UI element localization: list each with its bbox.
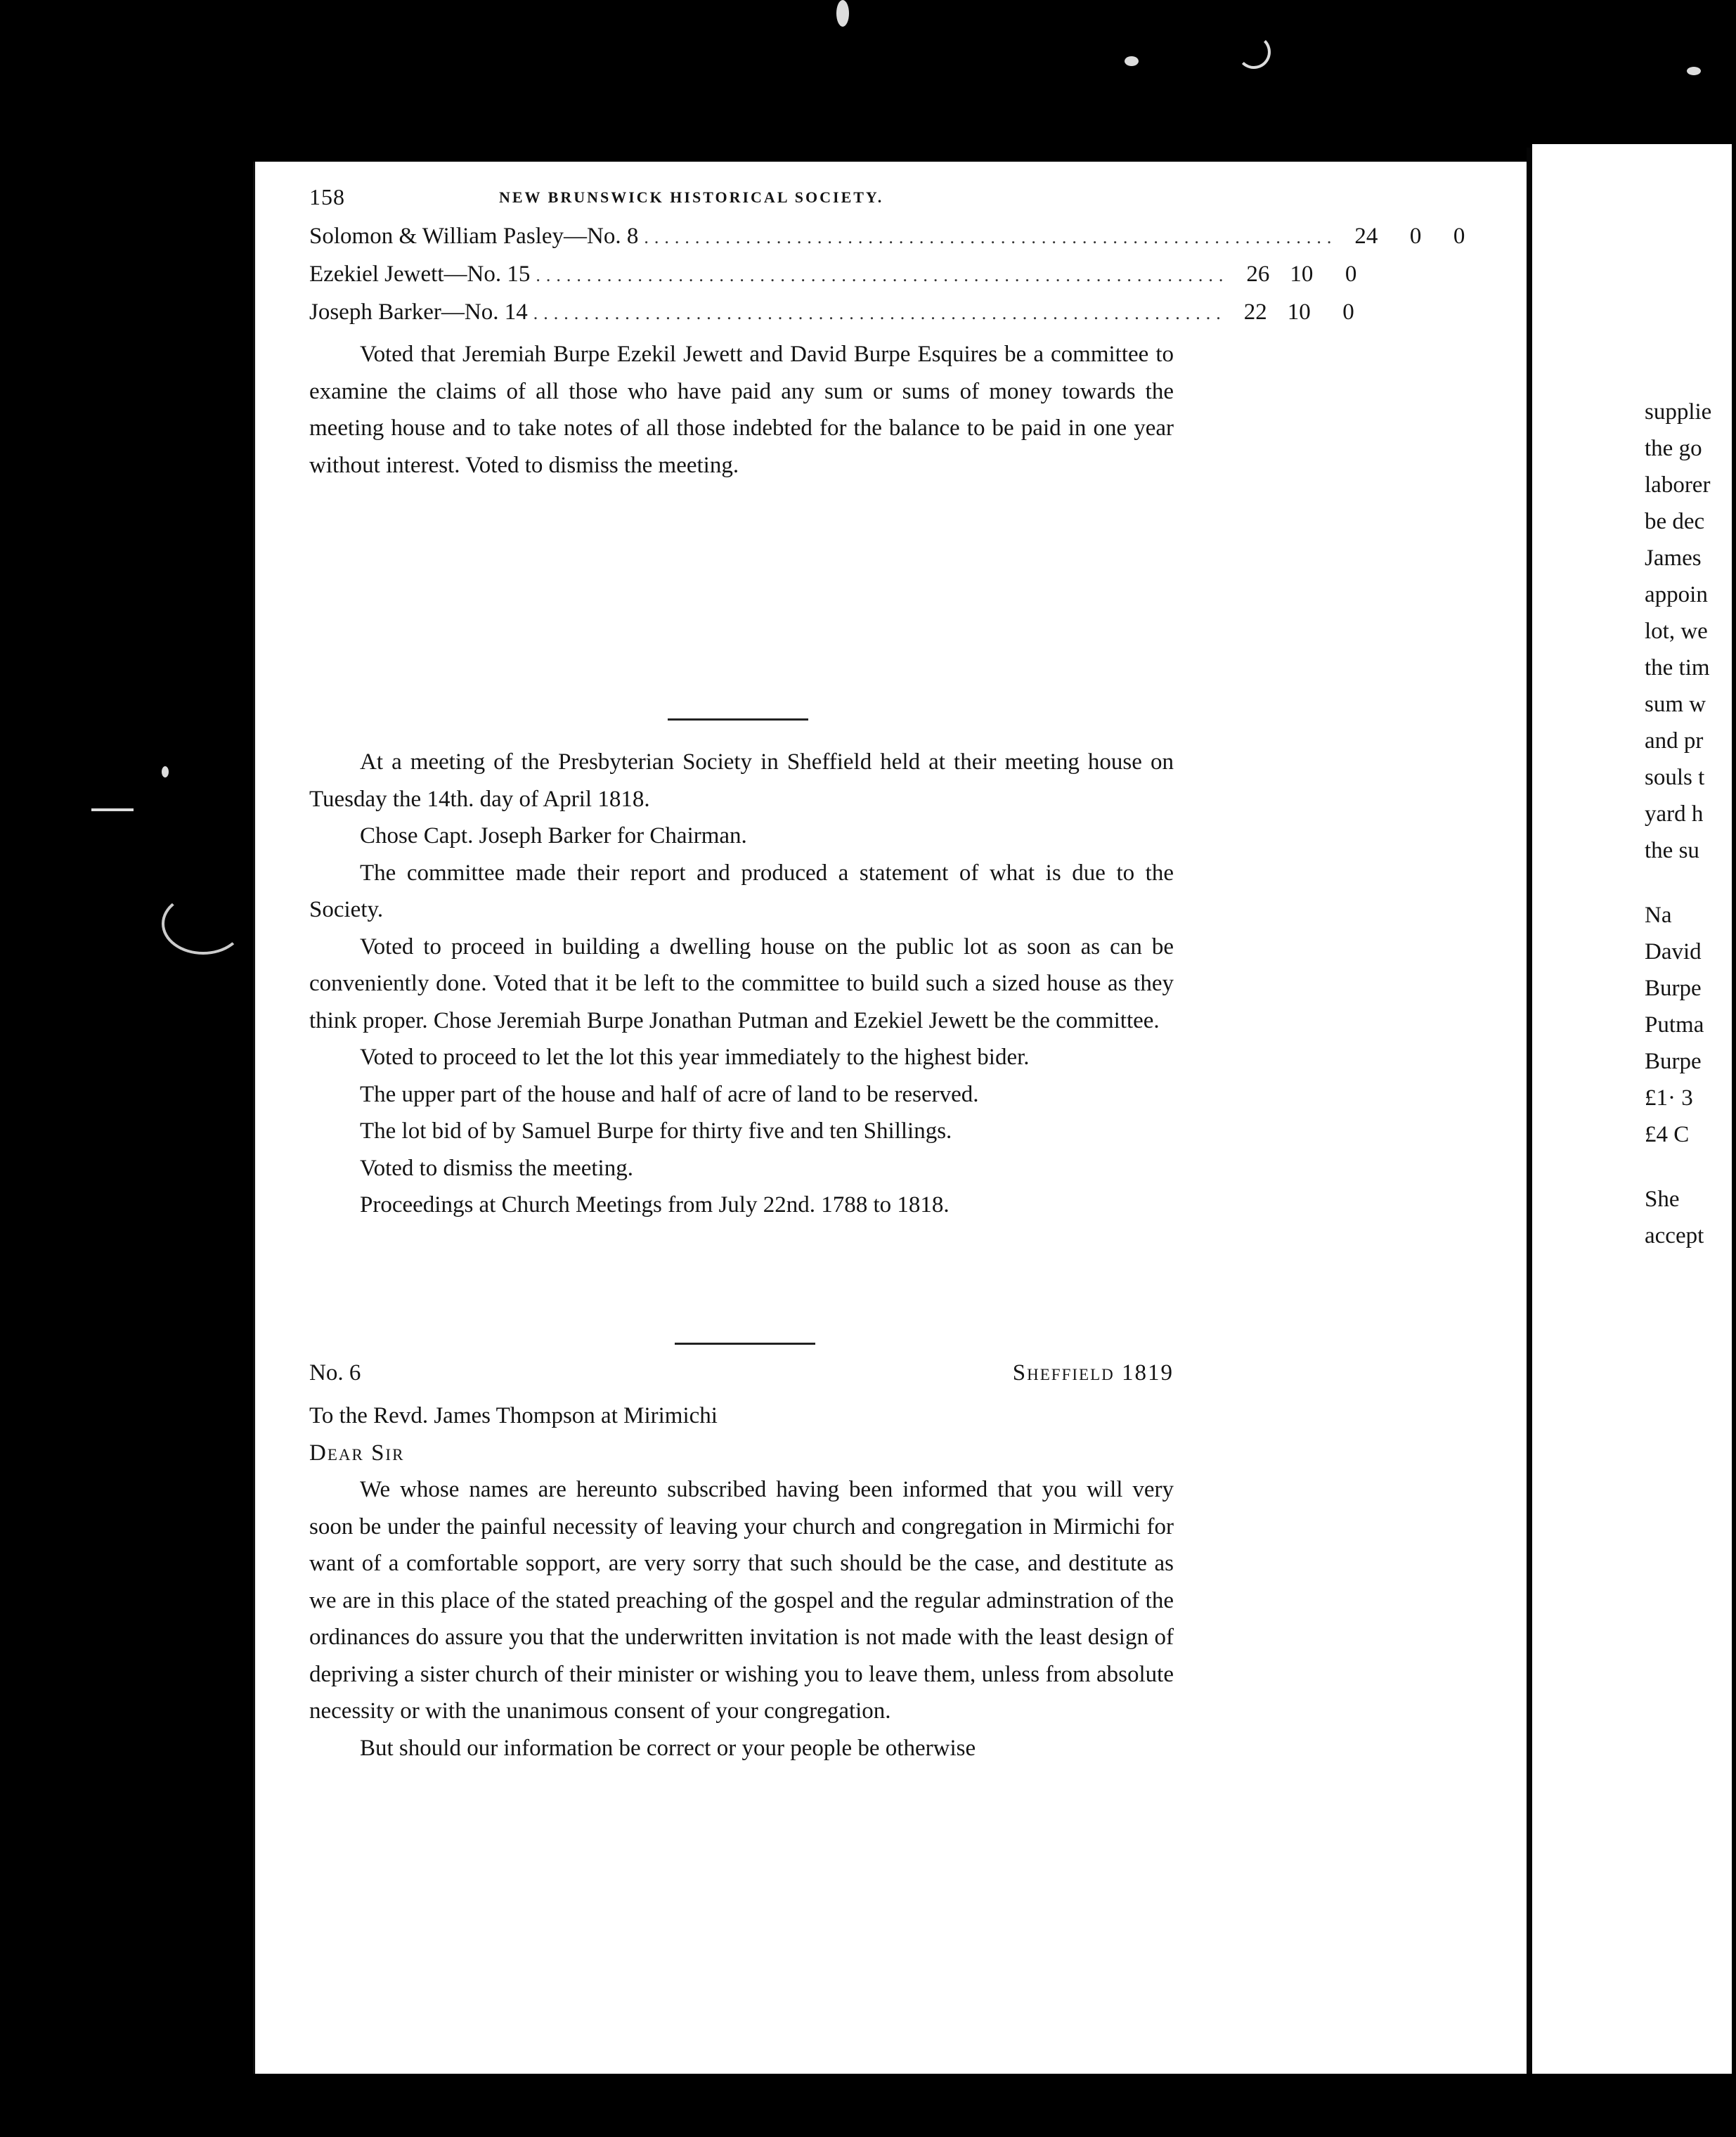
paragraph: At a meeting of the Presbyterian Society in Sheffield held at their meeting house on Tuesday the 14th. day of April 1818. xyxy=(309,749,1174,812)
amount-shillings: 10 xyxy=(1287,299,1311,325)
amount-pence: 0 xyxy=(1453,224,1465,249)
facing-line: Burpe xyxy=(1645,1049,1702,1074)
amount-pounds: 26 xyxy=(1246,262,1270,287)
scan-speck xyxy=(162,766,169,777)
facing-line: the go xyxy=(1645,436,1702,461)
facing-line: Burpe xyxy=(1645,976,1702,1001)
facing-gap xyxy=(1645,869,1736,897)
letter-place-date: Sheffield 1819 xyxy=(1012,1360,1174,1386)
facing-line: laborer xyxy=(1645,472,1711,498)
paragraph: The lot bid of by Samuel Burpe for thirty five and ten Shillings. xyxy=(360,1118,952,1144)
facing-line: the su xyxy=(1645,838,1699,863)
dot-leader: .................................................................... xyxy=(533,303,1226,323)
letter-number: No. 6 xyxy=(309,1360,361,1386)
section-divider xyxy=(675,1343,815,1345)
facing-line: yard h xyxy=(1645,801,1704,827)
running-head: NEW BRUNSWICK HISTORICAL SOCIETY. xyxy=(499,188,884,206)
scan-speck xyxy=(1237,35,1271,69)
amount-pence: 0 xyxy=(1342,299,1354,325)
amount-pence: 0 xyxy=(1345,262,1357,287)
paragraph: Proceedings at Church Meetings from July 22nd. 1788 to 1818. xyxy=(360,1192,950,1218)
letter-addressee: To the Revd. James Thompson at Mirimichi xyxy=(309,1403,718,1428)
scan-speck xyxy=(162,893,245,955)
amount-pounds: 24 xyxy=(1354,224,1378,249)
page-header xyxy=(309,184,1174,212)
facing-line: souls t xyxy=(1645,765,1705,790)
amount-shillings: 10 xyxy=(1290,262,1314,287)
paragraph: Voted that Jeremiah Burpe Ezekil Jewett and David Burpe Esquires be a committee to examine the claims of all those who have paid any sum or sums of money towards the meeting house and to take notes of all those indebted for the balance to be paid in one year without interest. Voted to dismiss the meeting. xyxy=(309,342,1174,478)
scan-speck xyxy=(836,0,849,27)
facing-line: lot, we xyxy=(1645,619,1708,644)
facing-line: sum w xyxy=(1645,692,1706,717)
facing-line: accept xyxy=(1645,1223,1704,1248)
ledger-row xyxy=(309,299,1354,337)
facing-line: £1· 3 xyxy=(1645,1085,1693,1111)
facing-line: be dec xyxy=(1645,509,1705,534)
scan-speck xyxy=(1687,67,1701,75)
facing-line: supplie xyxy=(1645,399,1712,425)
paragraph: Chose Capt. Joseph Barker for Chairman. xyxy=(360,823,747,848)
paragraph: Voted to proceed to let the lot this year immediately to the highest bider. xyxy=(360,1045,1030,1070)
page-number: 158 xyxy=(309,184,345,209)
letter-body xyxy=(309,1397,1174,1767)
ledger-row xyxy=(309,224,1465,262)
amount-shillings: 0 xyxy=(1409,224,1422,249)
paragraph: The committee made their report and produced a statement of what is due to the Society. xyxy=(309,860,1174,922)
paragraph: Voted to proceed in building a dwelling house on the public lot as soon as can be conveniently done. Voted that it be left to the committee to build such a sized house as they think proper. Chose Jeremiah Burpe Jonathan Putman and Ezekiel Jewett be the committee. xyxy=(309,934,1174,1033)
ledger-name: Ezekiel Jewett—No. 15 xyxy=(309,262,531,287)
ledger-table xyxy=(309,224,1465,337)
ledger-amount xyxy=(1232,299,1354,325)
facing-line: She xyxy=(1645,1187,1680,1212)
paragraph: The upper part of the house and half of acre of land to be reserved. xyxy=(360,1081,979,1107)
section-divider xyxy=(668,718,808,721)
paragraph: We whose names are hereunto subscribed having been informed that you will very soon be under the painful necessity of leaving your church and congregation in Mirmichi for want of a comfortable sopport, are very sorry that such should be the case, and destitute as we are in this place of the stated preaching of the gospel and the regular adminstration of the ordinances do assure you that the underwritten invitation is not made with the least design of depriving a sister church of their minister or wishing you to leave them, unless from absolute necessity or with the unanimous consent of your congregation. xyxy=(309,1477,1174,1724)
scan-speck xyxy=(1125,56,1139,66)
amount-pounds: 22 xyxy=(1243,299,1267,325)
dot-leader: .................................................................... xyxy=(644,227,1337,247)
facing-line: Na xyxy=(1645,903,1672,928)
paragraph: But should our information be correct or your people be otherwise xyxy=(360,1735,976,1761)
letter-salutation: Dear Sir xyxy=(309,1440,405,1466)
facing-line: Putma xyxy=(1645,1012,1704,1038)
ledger-name: Solomon & William Pasley—No. 8 xyxy=(309,224,639,249)
committee-paragraph xyxy=(309,336,1174,484)
paragraph: Voted to dismiss the meeting. xyxy=(360,1155,633,1181)
facing-line: the tim xyxy=(1645,655,1710,680)
facing-line: £4 C xyxy=(1645,1122,1690,1147)
facing-page-text xyxy=(1645,394,1736,1254)
dot-leader: .................................................................... xyxy=(536,265,1229,285)
facing-gap xyxy=(1645,1153,1736,1181)
facing-line: and pr xyxy=(1645,728,1704,754)
ledger-amount xyxy=(1234,262,1356,288)
facing-line: David xyxy=(1645,939,1702,964)
meeting-minutes xyxy=(309,744,1174,1224)
facing-line: James xyxy=(1645,545,1702,571)
ledger-row xyxy=(309,262,1357,299)
ledger-name: Joseph Barker—No. 14 xyxy=(309,299,528,325)
scan-speck xyxy=(91,808,134,811)
facing-line: appoin xyxy=(1645,582,1708,607)
ledger-amount xyxy=(1342,224,1465,250)
